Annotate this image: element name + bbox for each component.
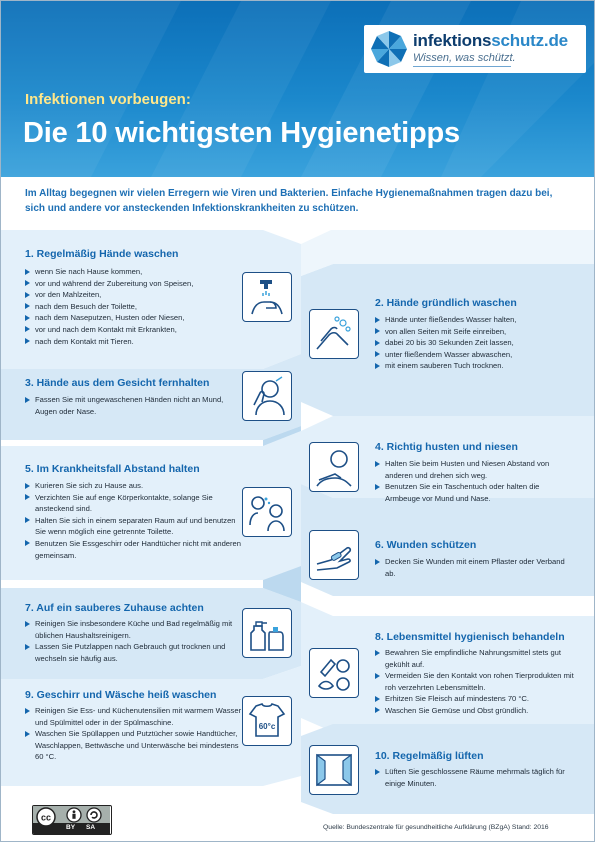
tip-1-list [25, 266, 245, 347]
food-tile [309, 648, 359, 698]
cc-license-badge[interactable] [32, 805, 112, 835]
list-item: nach dem Naseputzen, Husten oder Niesen, [25, 312, 245, 324]
list-item: Waschen Sie Spüllappen und Putztücher sowie Handtücher, Waschlappen, Bettwäsche und Unterwäsche bei mindestens 60 °C. [25, 728, 245, 763]
sneeze-tile [309, 442, 359, 492]
header-banner [1, 1, 595, 177]
intro-text: Im Alltag begegnen wir vielen Erregern wie Viren und Bakterien. Einfache Hygienemaßnahmen tragen dazu bei, sich und andere vor ansteckenden Infektionskrankheiten zu schützen. [25, 188, 553, 214]
page-title: Die 10 wichtigsten Hygienetipps [23, 117, 460, 149]
list-item: vor den Mahlzeiten, [25, 289, 245, 301]
list-item: von allen Seiten mit Seife einreiben, [375, 326, 575, 338]
source-credit: Quelle: Bundeszentrale für gesundheitliche Aufklärung (BZgA) Stand: 2016 [323, 824, 549, 831]
tip-4-title: 4. Richtig husten und niesen [375, 441, 518, 453]
tip-7-title: 7. Auf ein sauberes Zuhause achten [25, 602, 204, 614]
distance-tile [242, 487, 292, 537]
cc-mark: cc [40, 812, 52, 823]
food-hygiene-icon [313, 652, 355, 694]
list-item: nach dem Kontakt mit Tieren. [25, 336, 245, 348]
tip-9-title: 9. Geschirr und Wäsche heiß waschen [25, 689, 217, 701]
laundry-tile [242, 696, 292, 746]
tip-6-title: 6. Wunden schützen [375, 539, 477, 551]
faucet-handwash-icon [246, 276, 288, 318]
tip-5-list [25, 480, 245, 561]
list-item: Lüften Sie geschlossene Räume mehrmals täglich für einige Minuten. [375, 766, 580, 789]
bandage-hand-icon [313, 534, 355, 576]
tagline-underline [413, 66, 511, 67]
tip-6-list [375, 556, 575, 579]
tip-2-title: 2. Hände gründlich waschen [375, 297, 517, 309]
umbrella-logo-icon [370, 30, 408, 68]
hot-wash-shirt-icon [246, 700, 288, 742]
header-kicker: Infektionen vorbeugen: [25, 91, 191, 108]
keep-distance-icon [246, 491, 288, 533]
list-item: vor und nach dem Kontakt mit Erkrankten, [25, 324, 245, 336]
tip-5-title: 5. Im Krankheitsfall Abstand halten [25, 463, 200, 475]
list-item: Benutzen Sie ein Taschentuch oder halten die Armbeuge vor Mund und Nase. [375, 481, 575, 504]
list-item: Fassen Sie mit ungewaschenen Händen nicht an Mund, Augen oder Nase. [25, 394, 225, 417]
list-item: Reinigen Sie insbesondere Küche und Bad regelmäßig mit üblichen Haushaltsreinigern. [25, 618, 245, 641]
list-item: Benutzen Sie Essgeschirr oder Handtücher nicht mit anderen gemeinsam. [25, 538, 245, 561]
by-label: BY [66, 824, 76, 831]
list-item: vor und während der Zubereitung von Speisen, [25, 278, 245, 290]
list-item: unter fließendem Wasser abwaschen, [375, 349, 575, 361]
tip-8-list [375, 647, 580, 717]
tip-10-title: 10. Regelmäßig lüften [375, 750, 484, 762]
sa-label: SA [86, 824, 96, 831]
tip-2-list [375, 314, 575, 372]
list-item: wenn Sie nach Hause kommen, [25, 266, 245, 278]
handwash-soap-tile [309, 309, 359, 359]
open-window-icon [313, 749, 355, 791]
list-item: Vermeiden Sie den Kontakt von rohen Tierprodukten mit roh verzehrten Lebensmitteln. [375, 670, 580, 693]
soaping-hands-icon [313, 313, 355, 355]
cleaning-tile [242, 608, 292, 658]
list-item: nach dem Besuch der Toilette, [25, 301, 245, 313]
tip-10-list [375, 766, 580, 789]
list-item: dabei 20 bis 30 Sekunden Zeit lassen, [375, 337, 575, 349]
tip-7-list [25, 618, 245, 664]
tip-9-list [25, 705, 245, 763]
list-item: Lassen Sie Putzlappen nach Gebrauch gut trocknen und wechseln sie häufig aus. [25, 641, 245, 664]
list-item: Bewahren Sie empfindliche Nahrungsmittel stets gut gekühlt auf. [375, 647, 580, 670]
list-item: Decken Sie Wunden mit einem Pflaster oder Verband ab. [375, 556, 575, 579]
temperature-label: 60°c [258, 722, 276, 731]
face-touch-icon [246, 375, 288, 417]
tip-3-title: 3. Hände aus dem Gesicht fernhalten [25, 377, 210, 389]
tip-4-list [375, 458, 575, 504]
tip-8-title: 8. Lebensmittel hygienisch behandeln [375, 631, 565, 643]
brand-name: infektionsschutz.de [413, 31, 568, 50]
list-item: Verzichten Sie auf enge Körperkontakte, solange Sie ansteckend sind. [25, 492, 245, 515]
handwash-faucet-tile [242, 272, 292, 322]
list-item: Waschen Sie Gemüse und Obst gründlich. [375, 705, 580, 717]
list-item: mit einem sauberen Tuch trocknen. [375, 360, 575, 372]
tip-1-title: 1. Regelmäßig Hände waschen [25, 248, 179, 260]
list-item: Halten Sie beim Husten und Niesen Abstand von anderen und drehen sich weg. [375, 458, 575, 481]
ventilation-tile [309, 745, 359, 795]
brand-logo[interactable] [364, 25, 586, 73]
bandage-tile [309, 530, 359, 580]
list-item: Halten Sie sich in einem separaten Raum auf und benutzen Sie wenn möglich eine getrennte Toilette. [25, 515, 245, 538]
tip-3-list [25, 394, 225, 417]
list-item: Reinigen Sie Ess- und Küchenutensilien mit warmem Wasser und Spülmittel oder in der Spülmaschine. [25, 705, 245, 728]
face-touch-tile [242, 371, 292, 421]
brand-tagline: Wissen, was schützt. [413, 52, 516, 64]
list-item: Erhitzen Sie Fleisch auf mindestens 70 °C. [375, 693, 580, 705]
list-item: Hände unter fließendes Wasser halten, [375, 314, 575, 326]
sneeze-elbow-icon [313, 446, 355, 488]
list-item: Kurieren Sie sich zu Hause aus. [25, 480, 245, 492]
cleaning-spray-icon [246, 612, 288, 654]
